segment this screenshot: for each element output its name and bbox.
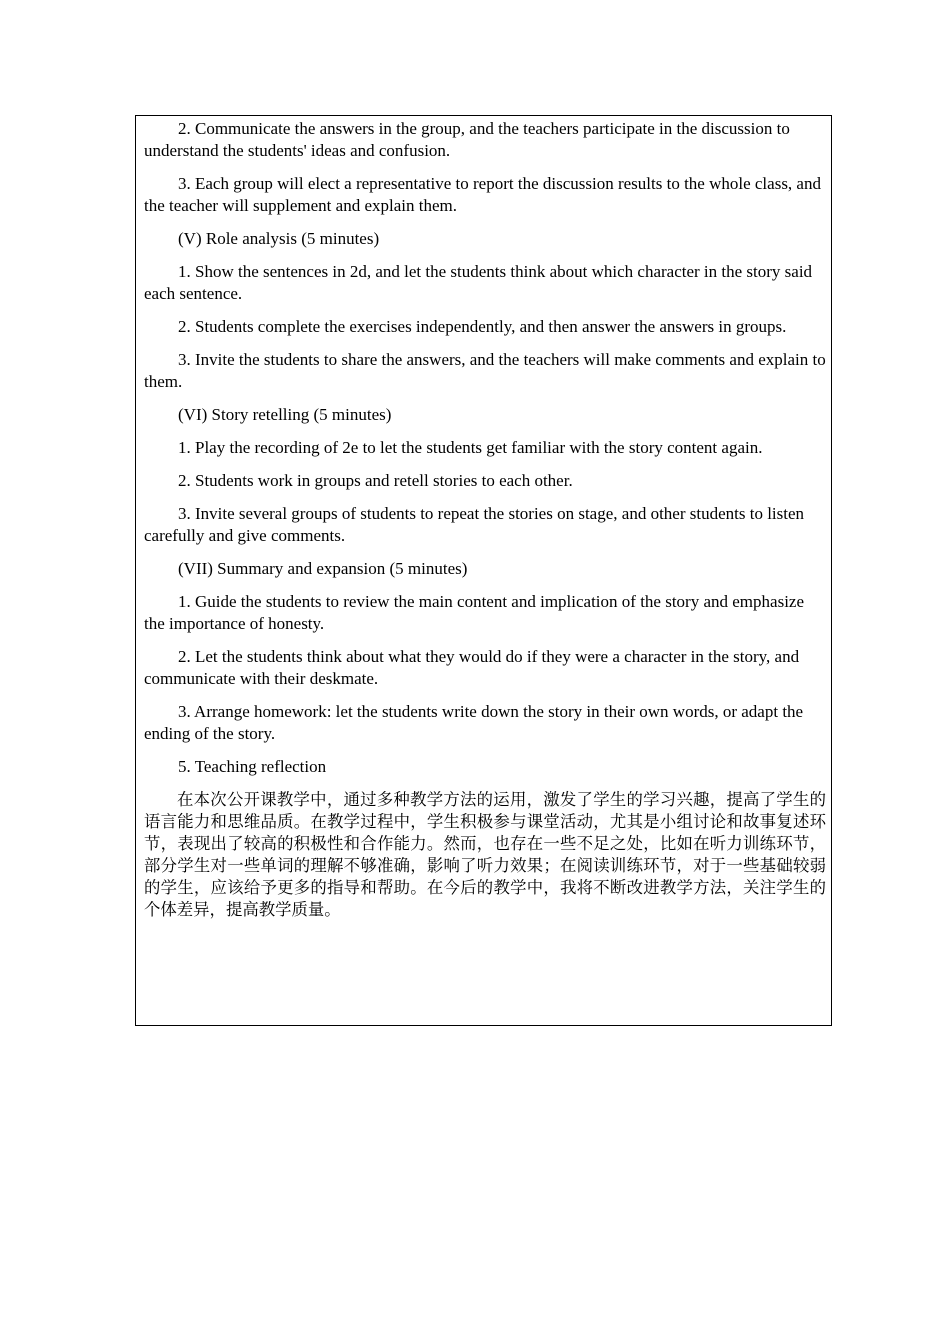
- paragraph-retelling-step-1: 1. Play the recording of 2e to let the students get familiar with the story content again.: [178, 438, 763, 457]
- section-heading-teaching-reflection: 5. Teaching reflection: [178, 757, 327, 776]
- paragraph-summary-step-3: 3. Arrange homework: let the students write down the story in their own words, or adapt the ending of the story.: [144, 702, 804, 743]
- section-heading-role-analysis: (V) Role analysis (5 minutes): [178, 229, 380, 248]
- paragraph-summary-step-2: 2. Let the students think about what they would do if they were a character in the story, and communicate with their deskmate.: [144, 647, 800, 688]
- paragraph-step-3-report: 3. Each group will elect a representative to report the discussion results to the whole class, and the teacher will supplement and explain them.: [144, 174, 821, 215]
- lesson-plan-table-cell: [135, 115, 832, 1026]
- paragraph-retelling-step-2: 2. Students work in groups and retell stories to each other.: [178, 471, 573, 490]
- section-heading-story-retelling: (VI) Story retelling (5 minutes): [178, 405, 392, 424]
- paragraph-step-2-communicate: 2. Communicate the answers in the group, and the teachers participate in the discussion to understand the students' ideas and confusion.: [144, 119, 790, 160]
- paragraph-role-step-1: 1. Show the sentences in 2d, and let the students think about which character in the story said each sentence.: [144, 262, 813, 303]
- paragraph-role-step-2: 2. Students complete the exercises independently, and then answer the answers in groups.: [178, 317, 787, 336]
- paragraph-reflection-chinese: 在本次公开课教学中，通过多种教学方法的运用，激发了学生的学习兴趣，提高了学生的语言能力和思维品质。在教学过程中，学生积极参与课堂活动，尤其是小组讨论和故事复述环节，表现出了较高的积极性和合作能力。然而，也存在一些不足之处，比如在听力训练环节，部分学生对一些单词的理解不够准确，影响了听力效果；在阅读训练环节，对于一些基础较弱的学生，应该给予更多的指导和帮助。在今后的教学中，我将不断改进教学方法，关注学生的个体差异，提高教学质量。: [144, 790, 826, 919]
- paragraph-retelling-step-3: 3. Invite several groups of students to repeat the stories on stage, and other students to listen carefully and give comments.: [144, 504, 805, 545]
- cell-content: [144, 118, 826, 921]
- section-heading-summary-expansion: (VII) Summary and expansion (5 minutes): [178, 559, 468, 578]
- paragraph-role-step-3: 3. Invite the students to share the answers, and the teachers will make comments and explain to them.: [144, 350, 826, 391]
- paragraph-summary-step-1: 1. Guide the students to review the main content and implication of the story and emphasize the importance of honesty.: [144, 592, 805, 633]
